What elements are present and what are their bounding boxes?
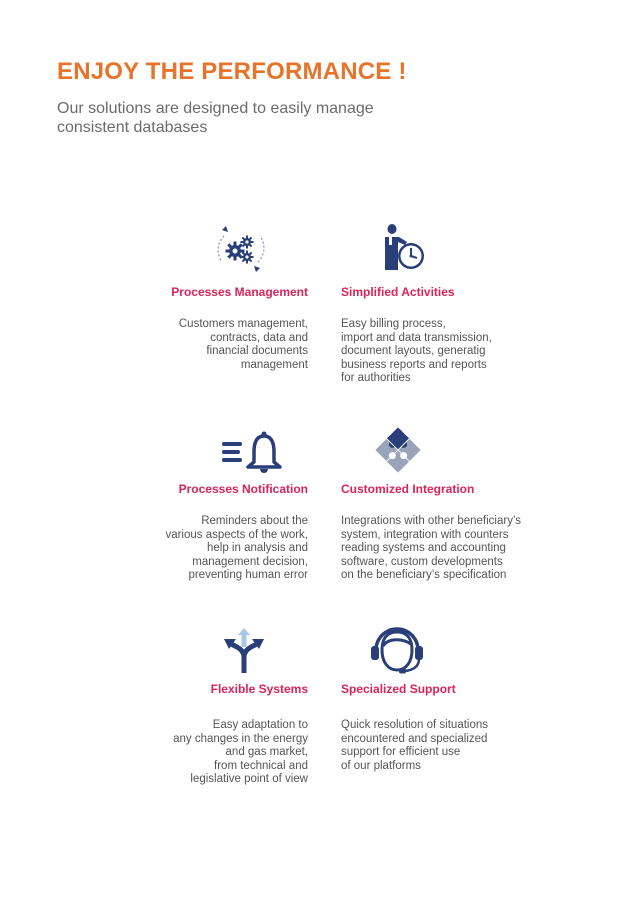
puzzle-icon — [372, 424, 424, 476]
bell-notification-icon — [220, 430, 284, 474]
person-clock-icon — [381, 222, 429, 272]
feature-desc-processes-management: Customers management, contracts, data and financial documents management — [178, 318, 308, 371]
feature-title-flexible-systems: Flexible Systems — [210, 682, 308, 696]
feature-desc-specialized-support: Quick resolution of situations encountered and specialized support for efficient use of our platforms — [341, 719, 489, 772]
feature-desc-simplified-activities: Easy billing process, import and data transmission, document layouts, generatig business reports and reports for authorities — [341, 318, 492, 385]
feature-title-processes-notification: Processes Notification — [178, 482, 308, 496]
headset-support-icon — [368, 624, 426, 676]
split-arrows-icon — [222, 627, 266, 673]
feature-title-processes-management: Processes Management — [171, 285, 308, 299]
feature-desc-flexible-systems: Easy adaptation to any changes in the energy and gas market, from technical and legislative point of view — [173, 719, 308, 786]
page-title: ENJOY THE PERFORMANCE ! — [57, 58, 407, 85]
gears-icon — [214, 224, 268, 274]
feature-desc-processes-notification: Reminders about the various aspects of the work, help in analysis and management decision, preventing human error — [165, 515, 308, 582]
feature-title-simplified-activities: Simplified Activities — [341, 285, 455, 299]
feature-title-specialized-support: Specialized Support — [341, 682, 456, 696]
feature-title-customized-integration: Customized Integration — [341, 482, 475, 496]
page-subtitle: Our solutions are designed to easily manage consistent databases — [57, 100, 374, 136]
feature-desc-customized-integration: Integrations with other beneficiary’s system, integration with counters reading systems and accounting software, custom developments on the beneficiary’s specification — [341, 515, 522, 582]
